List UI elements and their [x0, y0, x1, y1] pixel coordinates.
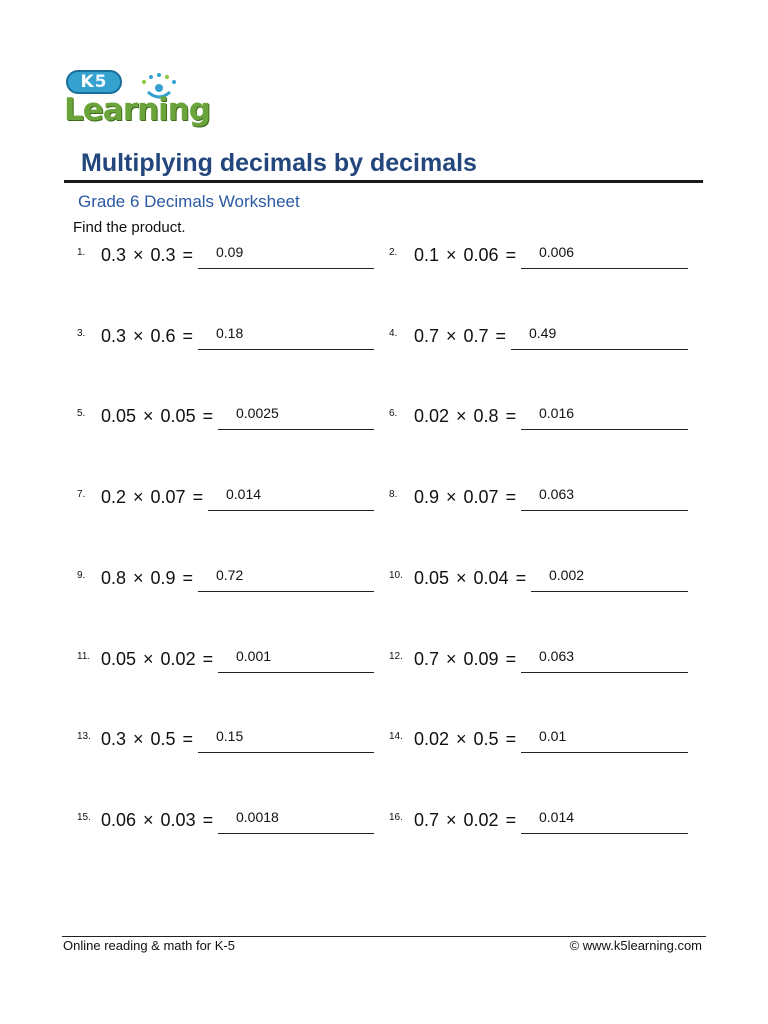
problem-expression: 0.8 × 0.9 = — [101, 568, 194, 588]
problem-number: 6. — [389, 408, 398, 419]
logo-wordmark: Learning — [64, 92, 210, 128]
answer-line[interactable] — [198, 349, 374, 350]
problem-expression: 0.3 × 0.5 = — [101, 729, 194, 749]
answer-line[interactable] — [218, 833, 374, 834]
problem-number: 12. — [389, 651, 403, 662]
badge-5: 5 — [94, 72, 108, 92]
problem-number: 15. — [77, 812, 91, 823]
problem-number: 10. — [389, 570, 403, 581]
answer-value: 0.006 — [539, 244, 575, 260]
problem-expression: 0.02 × 0.8 = — [414, 406, 517, 426]
answer-value: 0.49 — [529, 325, 557, 341]
problem-expression: 0.05 × 0.05 = — [101, 406, 214, 426]
answer-value: 0.18 — [216, 325, 244, 341]
page-title: Multiplying decimals by decimals — [81, 149, 477, 177]
answer-line[interactable] — [521, 268, 688, 269]
title-divider — [64, 180, 703, 183]
instructions: Find the product. — [73, 219, 186, 236]
answer-value: 0.01 — [539, 728, 567, 744]
answer-value: 0.09 — [216, 244, 244, 260]
footer-divider — [62, 936, 706, 937]
problem-expression: 0.06 × 0.03 = — [101, 810, 214, 830]
problem-number: 1. — [77, 247, 86, 258]
answer-line[interactable] — [218, 429, 374, 430]
answer-value: 0.016 — [539, 405, 575, 421]
answer-line[interactable] — [198, 268, 374, 269]
problem-number: 8. — [389, 489, 398, 500]
problem-number: 11. — [77, 651, 91, 662]
answer-value: 0.002 — [549, 567, 585, 583]
answer-line[interactable] — [531, 591, 688, 592]
answer-line[interactable] — [198, 752, 374, 753]
problem-expression: 0.3 × 0.6 = — [101, 326, 194, 346]
problem-number: 7. — [77, 489, 86, 500]
answer-value: 0.001 — [236, 648, 272, 664]
problem-number: 16. — [389, 812, 403, 823]
answer-line[interactable] — [521, 429, 688, 430]
answer-value: 0.063 — [539, 486, 575, 502]
problem-expression: 0.9 × 0.07 = — [414, 487, 517, 507]
answer-line[interactable] — [521, 752, 688, 753]
problem-number: 9. — [77, 570, 86, 581]
answer-line[interactable] — [208, 510, 374, 511]
k5-learning-logo — [64, 70, 210, 132]
problem-expression: 0.2 × 0.07 = — [101, 487, 204, 507]
answer-value: 0.72 — [216, 567, 244, 583]
problem-expression: 0.7 × 0.7 = — [414, 326, 507, 346]
answer-value: 0.15 — [216, 728, 244, 744]
answer-line[interactable] — [521, 672, 688, 673]
problem-expression: 0.05 × 0.04 = — [414, 568, 527, 588]
problem-expression: 0.02 × 0.5 = — [414, 729, 517, 749]
answer-line[interactable] — [198, 591, 374, 592]
problem-number: 14. — [389, 731, 403, 742]
answer-line[interactable] — [218, 672, 374, 673]
problem-number: 2. — [389, 247, 398, 258]
footer-tagline: Online reading & math for K-5 — [63, 938, 235, 953]
problem-number: 5. — [77, 408, 86, 419]
problem-number: 4. — [389, 328, 398, 339]
k5-badge — [66, 70, 122, 94]
answer-value: 0.014 — [226, 486, 262, 502]
problem-expression: 0.7 × 0.02 = — [414, 810, 517, 830]
problem-expression: 0.05 × 0.02 = — [101, 649, 214, 669]
answer-line[interactable] — [521, 510, 688, 511]
answer-value: 0.0025 — [236, 405, 279, 421]
answer-value: 0.063 — [539, 648, 575, 664]
problem-expression: 0.3 × 0.3 = — [101, 245, 194, 265]
problem-expression: 0.7 × 0.09 = — [414, 649, 517, 669]
problem-number: 3. — [77, 328, 86, 339]
badge-k: K — [80, 72, 95, 92]
worksheet-subtitle: Grade 6 Decimals Worksheet — [78, 192, 300, 211]
problem-expression: 0.1 × 0.06 = — [414, 245, 517, 265]
answer-line[interactable] — [521, 833, 688, 834]
footer-website: © www.k5learning.com — [569, 938, 702, 953]
problem-number: 13. — [77, 731, 91, 742]
answer-value: 0.0018 — [236, 809, 279, 825]
answer-line[interactable] — [511, 349, 688, 350]
answer-value: 0.014 — [539, 809, 575, 825]
